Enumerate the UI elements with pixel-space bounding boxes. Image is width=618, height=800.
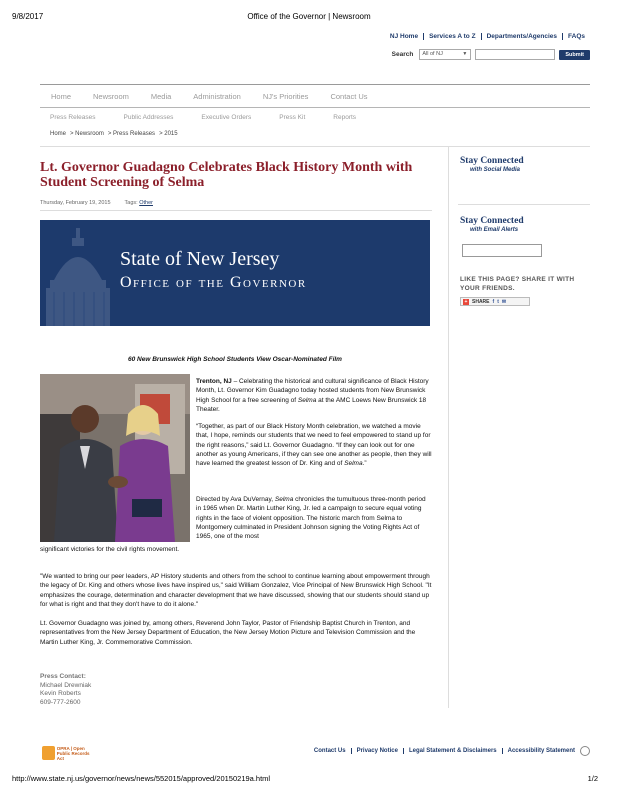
footer-contact-link[interactable]: Contact Us <box>313 748 346 754</box>
util-nj-home-link[interactable]: NJ Home <box>389 33 419 40</box>
nav-priorities[interactable]: NJ's Priorities <box>262 91 309 101</box>
search-input[interactable] <box>475 49 555 60</box>
banner-state-title: State of New Jersey <box>120 248 280 270</box>
contact-name-1: Michael Drewniak <box>40 681 92 689</box>
share-button[interactable] <box>460 297 530 306</box>
paragraph-1-end: at the AMC Loews New Brunswick 18 Theater. <box>196 396 427 413</box>
util-departments-link[interactable]: Departments/Agencies <box>481 33 562 40</box>
paragraph-2-text: “Together, as part of our Black History Month celebration, we watched a movie that, I hope, reminds our students that we need to feel empowered to stand up for the right reasons,” said Lt. Governor Guadagno. “If they can look out for one another as young Americans, if they can see one another as people, then they will have learned the greatest lesson of Dr. King and of <box>196 423 432 468</box>
press-contact <box>40 673 91 707</box>
meta-divider <box>40 210 432 211</box>
subnav-press-releases[interactable]: Press Releases <box>50 114 96 121</box>
paragraph-2 <box>196 422 432 468</box>
plus-icon: + <box>464 298 468 305</box>
banner-office-title: Office of the Governor <box>120 274 307 291</box>
nav-administration[interactable]: Administration <box>193 91 241 101</box>
main-nav <box>40 84 590 108</box>
sidebar-section-divider <box>458 204 590 205</box>
paragraph-5: Lt. Governor Guadagno was joined by, among others, Reverend John Taylor, Pastor of Friendship Baptist Church in Trenton, and representatives from the New Jersey Department of Education, the New Jersey Motion Picture and Television Commission and the Martin Luther King, Jr. Commemorative Commission. <box>40 620 416 646</box>
paragraph-3-film: Selma <box>274 496 294 503</box>
print-url: http://www.state.nj.us/governor/news/news/552015/approved/20150219a.html <box>12 774 271 783</box>
footer-privacy-link[interactable]: Privacy Notice <box>351 748 403 754</box>
article-date: Thursday, February 19, 2015 <box>40 200 111 206</box>
nav-contact[interactable]: Contact Us <box>330 91 368 101</box>
paragraph-1-film: Selma <box>297 396 317 404</box>
email-alert-input[interactable] <box>462 244 542 257</box>
footer-nav <box>309 748 580 754</box>
breadcrumb-newsroom[interactable]: > Newsroom <box>70 131 104 137</box>
email-title: Stay Connected <box>460 216 524 226</box>
social-title: Stay Connected <box>460 156 524 166</box>
social-subtitle[interactable]: with Social Media <box>470 167 521 173</box>
article-photo <box>40 374 190 542</box>
twitter-icon: t <box>497 298 499 305</box>
footer-accessibility-link[interactable]: Accessibility Statement <box>502 748 580 754</box>
subnav-press-kit[interactable]: Press Kit <box>279 114 306 121</box>
nav-newsroom[interactable]: Newsroom <box>93 91 129 101</box>
search-scope-select[interactable] <box>419 49 471 60</box>
opra-logo-text <box>57 746 94 761</box>
print-date: 9/8/2017 <box>12 12 44 21</box>
governor-banner <box>40 220 430 326</box>
opra-logo[interactable] <box>42 745 94 761</box>
tags-label: Tags: <box>124 200 138 206</box>
contact-name-2: Kevin Roberts <box>40 690 81 697</box>
contact-phone: 609-777-2600 <box>40 698 81 706</box>
email-subtitle[interactable]: with Email Alerts <box>470 227 519 233</box>
opra-logo-line-1: OPRA | Open <box>56 745 85 751</box>
paragraph-3-text: Directed by Ava DuVernay, <box>196 496 275 503</box>
chevron-down-icon: ▼ <box>462 51 468 57</box>
paragraph-3-cont: chronicles the tumultuous three-month period in 1965 when Dr. Martin Luther King, Jr. led a campaign to secure equal voting rights in the face of violent opposition. The historic march from Selma to Montgomery culminated in President Johnson signing the Voting Rights Act of 1965, one of the most <box>196 496 426 541</box>
share-label: SHARE <box>472 298 490 305</box>
facebook-icon: f <box>492 298 495 305</box>
util-faqs-link[interactable]: FAQs <box>562 33 590 40</box>
breadcrumb <box>50 131 178 137</box>
nav-home[interactable]: Home <box>51 91 72 101</box>
breadcrumb-home[interactable]: Home <box>50 131 67 137</box>
print-page-number: 1/2 <box>587 774 598 783</box>
content-divider <box>40 146 590 147</box>
press-contact-heading: Press Contact: <box>40 673 86 680</box>
util-services-link[interactable]: Services A to Z <box>423 33 480 40</box>
search-label: Search <box>391 51 414 58</box>
share-prompt: LIKE THIS PAGE? SHARE IT WITH YOUR FRIENDS. <box>460 276 575 292</box>
opra-emblem-icon <box>42 746 55 760</box>
breadcrumb-year: > 2015 <box>159 131 178 137</box>
print-title: Office of the Governor | Newsroom <box>247 12 371 21</box>
email-icon: ✉ <box>501 298 507 305</box>
subnav-public-addresses[interactable]: Public Addresses <box>123 114 174 121</box>
footer-legal-link[interactable]: Legal Statement & Disclaimers <box>403 748 502 754</box>
search-bar <box>392 49 590 60</box>
article-meta <box>40 200 153 206</box>
breadcrumb-press-releases[interactable]: > Press Releases <box>107 131 156 137</box>
capitol-dome-icon <box>40 220 120 326</box>
article-subheadline: 60 New Brunswick High School Students View Oscar-Nominated Film <box>128 356 342 363</box>
paragraph-4: "We wanted to bring our peer leaders, AP History students and others from the school to continue learning about empowerment through the legacy of Dr. King and others whose lives have inspired us," said William Gonzalez, Vice Principal of New Brunswick High School. "It emphasizes the courage, determination and character development that we have discussed, showing that our students should stand up for what is right and that they don't have to do it alone." <box>40 573 432 608</box>
paragraph-1 <box>196 377 432 414</box>
subnav-reports[interactable]: Reports <box>333 114 357 121</box>
accessibility-icon[interactable] <box>580 746 590 756</box>
dateline: Trenton, NJ <box>196 378 232 385</box>
article-headline: Lt. Governor Guadagno Celebrates Black History Month with Student Screening of Selma <box>40 160 413 190</box>
paragraph-3-tail: significant victories for the civil rights movement. <box>40 546 180 553</box>
search-submit-button[interactable]: Submit <box>559 50 590 60</box>
sub-nav <box>50 114 384 121</box>
sidebar-divider <box>448 146 449 708</box>
tag-link-other[interactable]: Other <box>139 200 153 206</box>
nav-media[interactable]: Media <box>150 91 172 101</box>
subnav-executive-orders[interactable]: Executive Orders <box>201 114 252 121</box>
paragraph-1-text: – Celebrating the historical and cultural significance of Black History Month, Lt. Governor Kim Guadagno today hosted students from New Brunswick High School for a free screening of <box>196 378 429 404</box>
opra-logo-line-2: Public Records Act <box>56 750 90 761</box>
search-scope-value: All of NJ <box>422 51 443 57</box>
paragraph-3 <box>196 495 432 541</box>
paragraph-2-film: Selma <box>344 460 363 468</box>
paragraph-2-end: .” <box>362 460 367 468</box>
utility-nav <box>385 33 590 40</box>
article-tags <box>125 200 153 206</box>
